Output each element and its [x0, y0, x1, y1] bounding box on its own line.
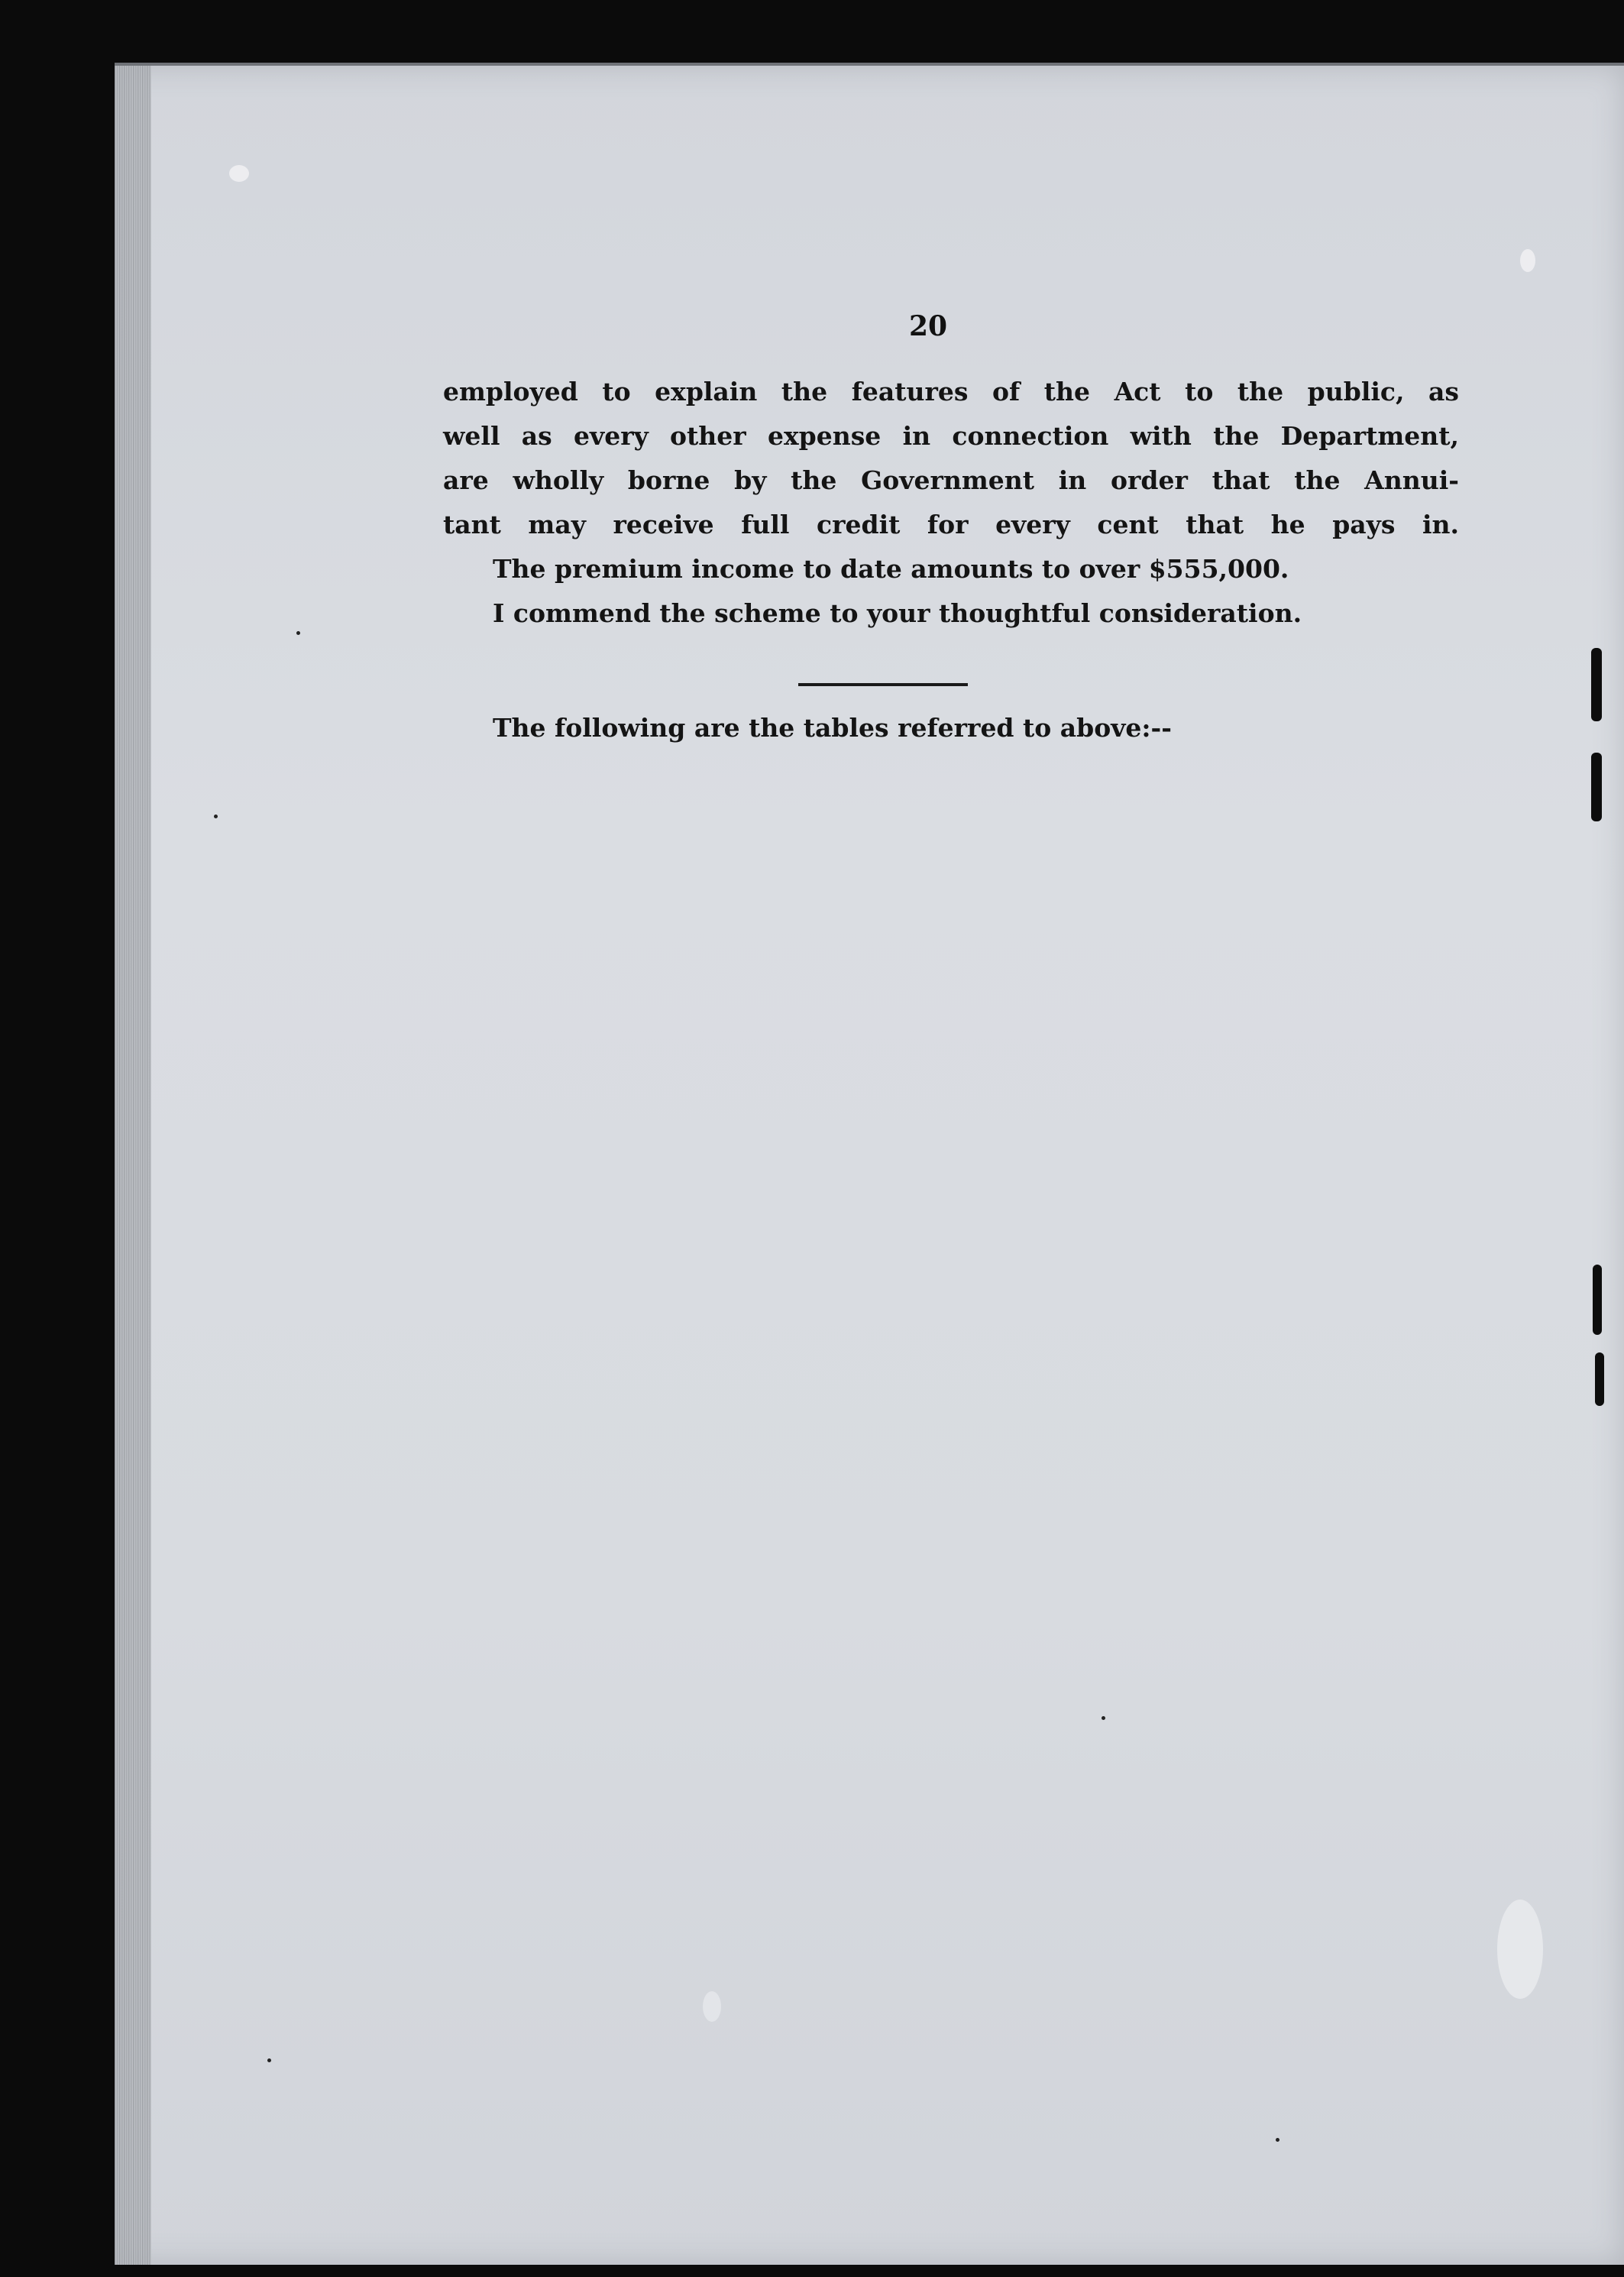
scan-dot	[1276, 2138, 1279, 2142]
body-line-4: tant may receive full credit for every cent that he pays in.	[443, 510, 1459, 539]
commend-paragraph: I commend the scheme to your thoughtful consideration.	[493, 598, 1302, 628]
tables-intro-line: The following are the tables referred to above:--	[493, 713, 1172, 743]
scan-dot	[296, 631, 300, 635]
scan-speck	[1497, 1900, 1543, 1999]
page-number: 20	[908, 310, 948, 342]
premium-paragraph: The premium income to date amounts to over $555,000.	[493, 554, 1289, 584]
scan-speck	[229, 165, 249, 182]
edge-mark	[1593, 1265, 1602, 1335]
edge-mark	[1595, 1352, 1604, 1406]
scan-dot	[214, 815, 218, 818]
page-binding-edge	[115, 66, 151, 2265]
paper-page	[115, 63, 1624, 2265]
scan-dot	[1102, 1716, 1105, 1720]
body-text	[443, 370, 1459, 636]
edge-mark	[1591, 753, 1602, 821]
body-line-3: are wholly borne by the Government in order that the Annui-	[443, 465, 1459, 495]
scan-speck	[703, 1991, 721, 2022]
scan-speck	[1520, 249, 1535, 272]
scan-dot	[267, 2058, 271, 2062]
section-divider-rule	[798, 683, 968, 686]
body-line-2: well as every other expense in connection with the Department,	[443, 421, 1459, 451]
body-line-1: employed to explain the features of the Act to the public, as	[443, 377, 1459, 406]
edge-mark	[1591, 648, 1602, 721]
